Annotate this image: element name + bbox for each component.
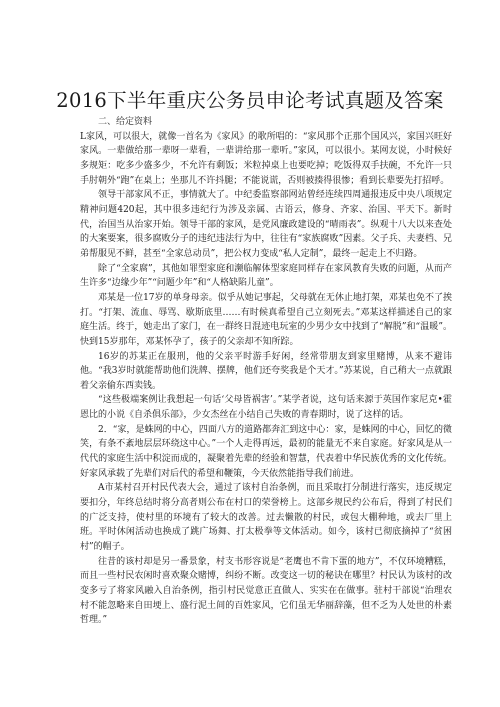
paragraph: 除了“全家腐”，其他如罪型家庭和濒临解体型家庭同样存在家风教育失败的问题，从而产生许多“边缘少年”“问题少年”和“人格缺陷儿童”。 bbox=[80, 263, 452, 289]
paragraph: L家风，可以很大，就像一首名为《家风》的歌所唱的：“家风那个正那个国风兴，家国兴旺好家风。一辈做给那一辈呀一辈看，一辈讲给那一辈听。”家风，可以很小。某网友说，小时候好多规矩：吃多少盛多少，不允许有剩饭；米粒掉桌上也要吃掉；吃饭得双手扶碗，不允许一只手肘朝外“跑”在桌上；坐那儿不许抖腿；不能说谎，否则被揍得很惨；看到长辈要先打招呼。 bbox=[80, 131, 452, 186]
document-title: 2016下半年重庆公务员申论考试真题及答案 bbox=[56, 89, 444, 112]
paragraph: 领导干部家风不正，事情就大了。中纪委监察部网站曾经连续四周通报违反中央八项规定精神问题420起，其中很多违纪行为涉及亲属、古语云，修身、齐家、治国、平天下。新时代，治国当从治家开始。领导干部的家风，是党风廉政建设的“晴雨表”。纵观十八大以来查处的大案要案，很多腐败分子的违纪违法行为中，往往有“家族腐败”因素。父子兵、夫妻档、兄弟帮服见不鲜，甚至“全家总动员”，把公权力变成“私人定制”，最终一起走上不归路。 bbox=[80, 190, 452, 259]
paragraph: 往昔的该村却是另一番景象，村支书形容说是“老鹰也不肯下蛋的地方”，不仅环境糟糕，而且一些村民农闲时喜欢聚众赌博，纠纷不断。改变这一切的秘诀在哪里？村民认为该村的改变多亏了将家风融入自治条例，指引村民觉意正直做人、实实在在做事。驻村干部说“治理农村不能忽略来自田埂上、盛行泥土间的百姓家风，它们虽无华丽辞藻，但不乏为人处世的朴素哲理。” bbox=[80, 556, 452, 626]
paragraph: 16岁的苏某正在服刑，他的父亲平时游手好闲，经常带朋友到家里赌博，从来不避讳他。“我3岁时就能帮助他们洗牌、摆牌，他们还夸奖我是个天才。”苏某说，自己稍大一点就跟着父亲偷东西卖钱。 bbox=[80, 351, 452, 391]
paragraph: 邓某是一位17岁的单身母亲。似乎从她记事起，父母就在无休止地打架，邓某也免不了挨打。“打架、流血、辱骂、歇斯底里……有时候真希望自己立刻死去。”邓某这样描述自己的家庭生活。终于，她走出了家门，在一群终日混迹电玩室的少男少女中找到了“解脱”和“温暖”。快到15岁那年，邓某怀孕了，孩子的父亲却不知所踪。 bbox=[80, 292, 452, 347]
document-body bbox=[80, 115, 452, 628]
section-heading: 二、给定资料 bbox=[98, 117, 153, 127]
paragraph: A市某村召开村民代表大会，通过了该村自治条例，而且采取打分制进行落实，违反规定要扣分，年终总结时将分高者则公布在村口的荣誉榜上。这部乡规民约公布后，得到了村民们的广泛支持，使村里的环境有了较大的改善。过去懒散的村民，或包大棚种地，或去厂里上班。平时休闲活动也换成了跳广场舞、打太极拳等文体活动。如今，该村已彻底摘掉了“贫困村”的帽子。 bbox=[80, 483, 452, 553]
paragraph: 2．“家，是蛛网的中心，四面八方的道路都奔汇到这中心：家，是蛛网的中心，回忆的微笑，有条不紊地层层环绕这中心。”一个人走得再远，最初的能量无不来自家庭。好家风是从一代代的家庭生活中积淀而成的，凝聚着先辈的经验和智慧，代表着中华民族优秀的文化传统。好家风承载了先辈们对后代的希望和鞭策，今天依然能指导我们前进。 bbox=[80, 424, 452, 479]
paragraph: “这些极端案例让我想起一句话‘父母皆祸害’。”某学者说，这句话来源于英国作家尼克•霍恩比的小说《自杀俱乐部》，少女杰丝在小结自己失败的青春期时，说了这样的话。 bbox=[80, 395, 452, 421]
